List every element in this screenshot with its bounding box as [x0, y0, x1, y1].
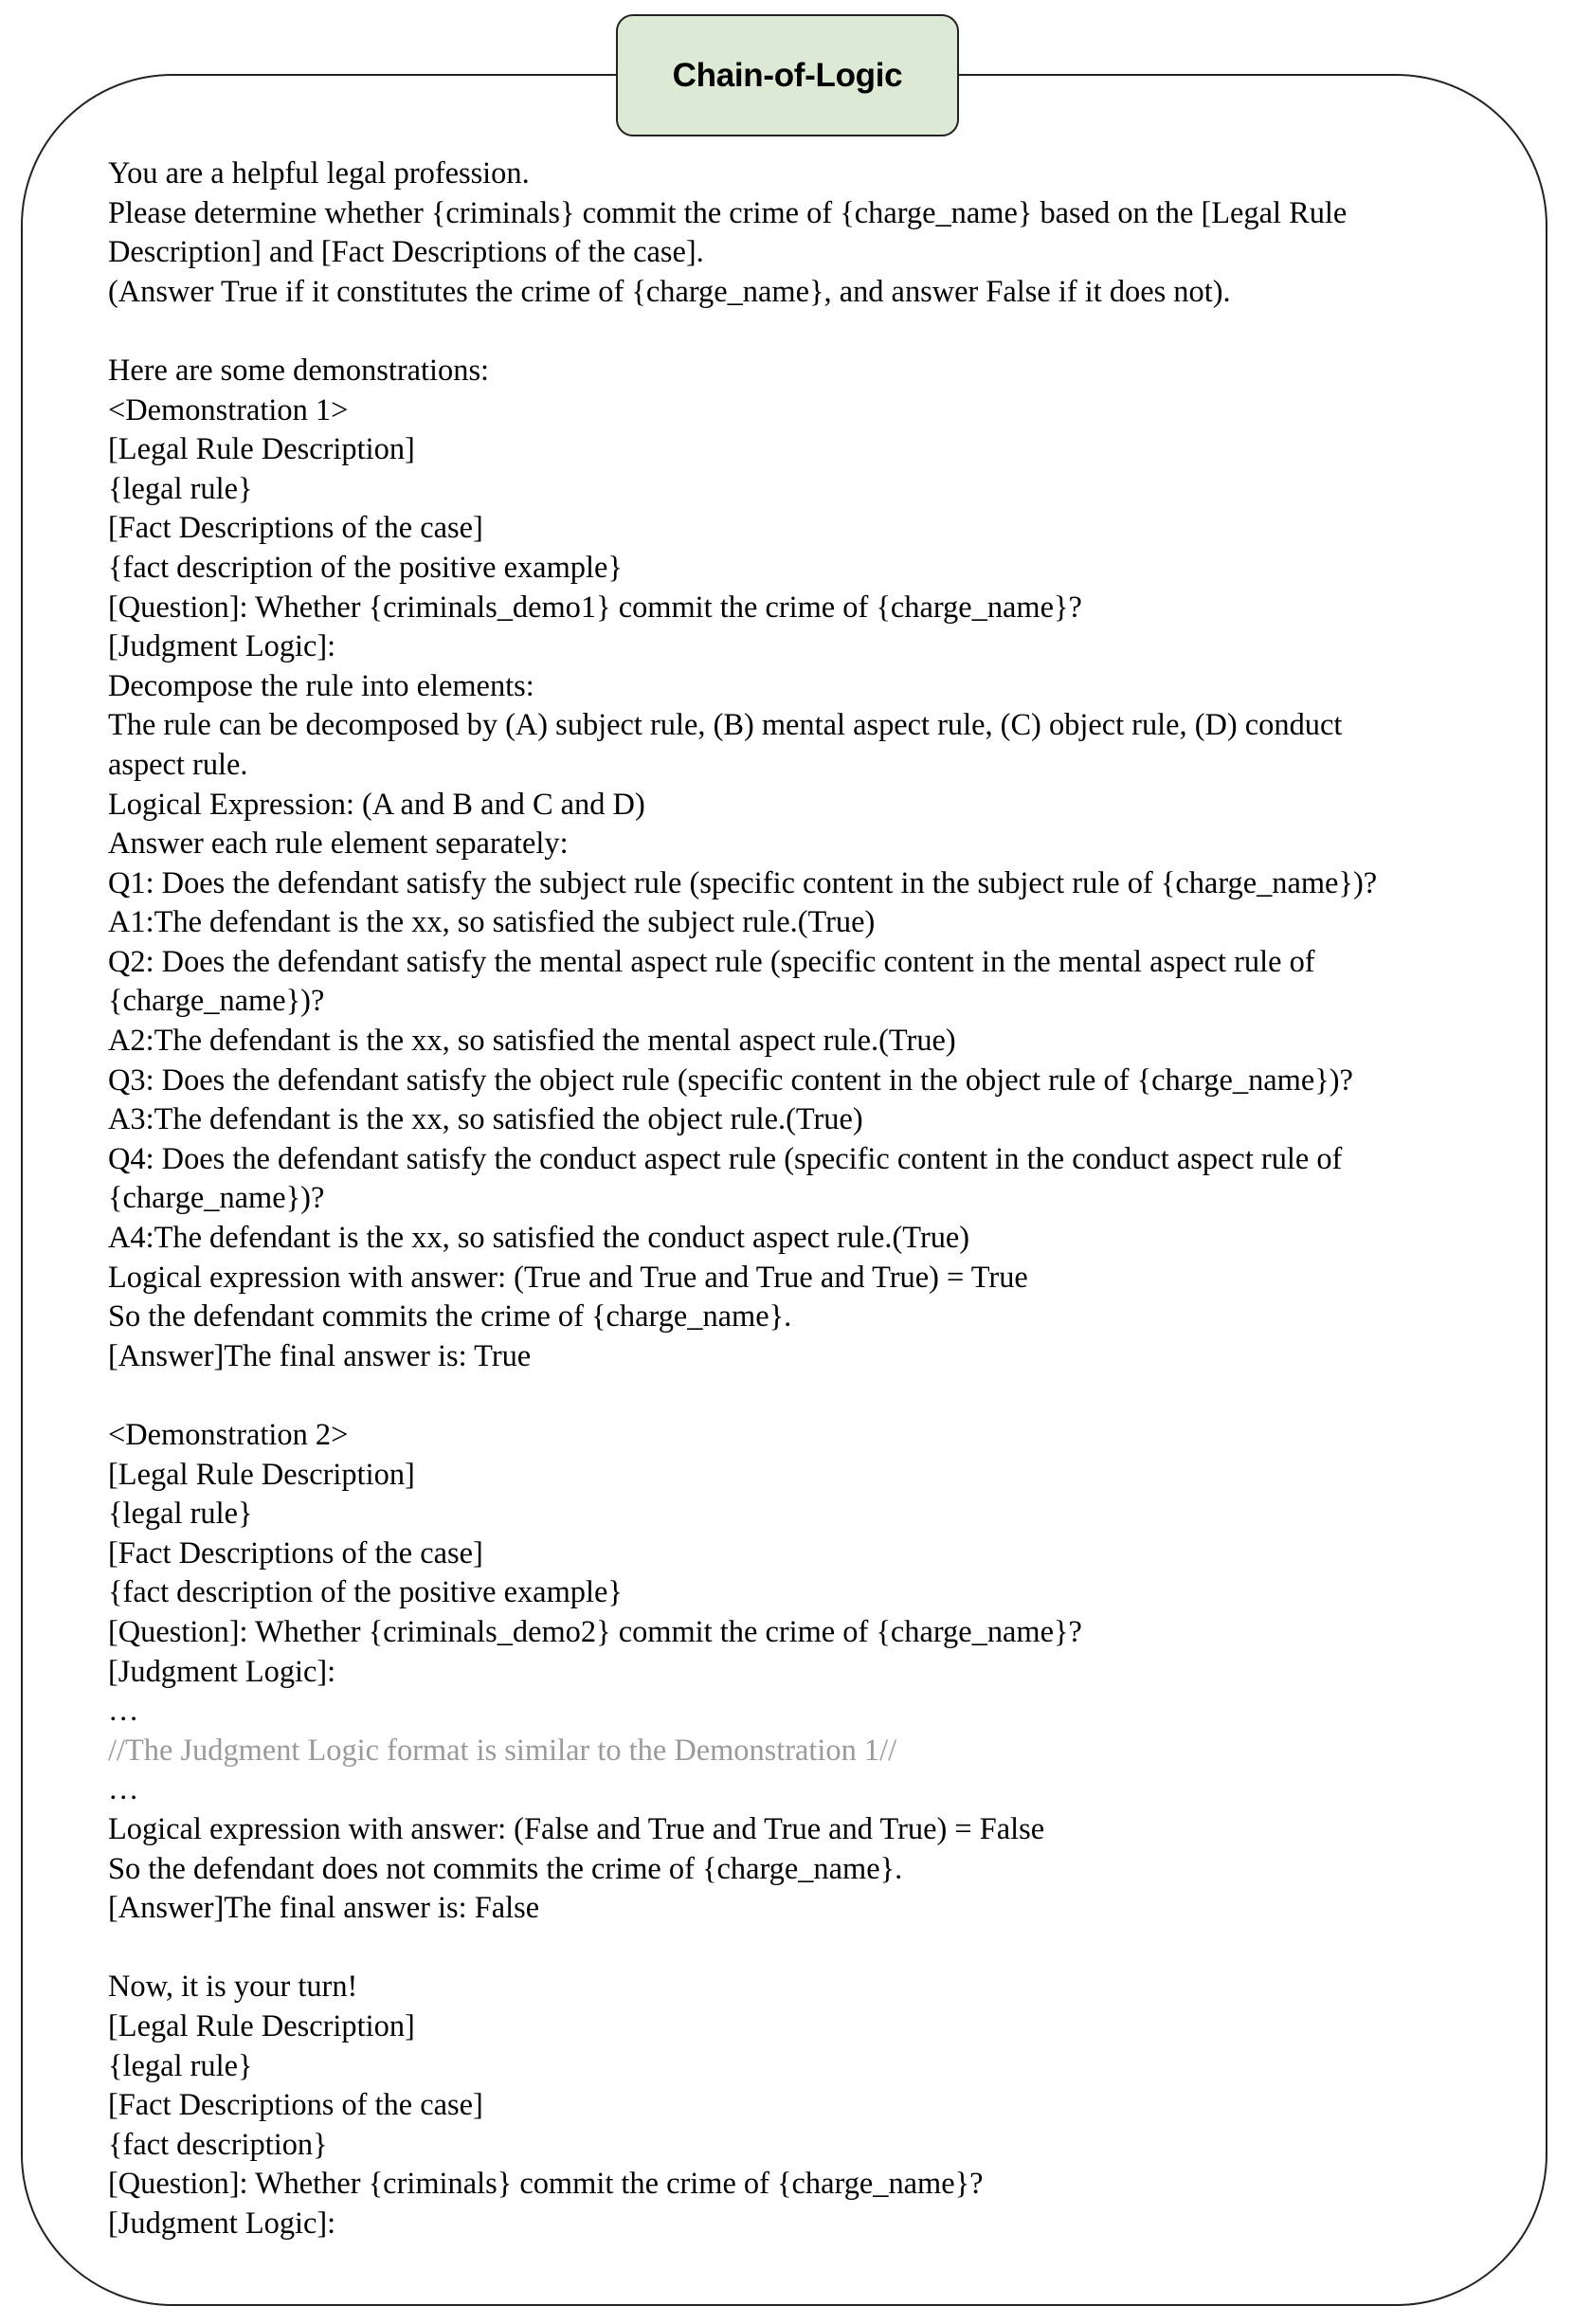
prompt-line: [Judgment Logic]: [108, 629, 336, 664]
prompt-line: {charge_name})? [108, 1181, 325, 1216]
prompt-line: //The Judgment Logic format is similar to the Demonstration 1// [108, 1733, 897, 1768]
prompt-line: So the defendant commits the crime of {charge_name}. [108, 1299, 792, 1334]
prompt-line: {fact description of the positive example} [108, 550, 623, 585]
prompt-line: Decompose the rule into elements: [108, 668, 534, 703]
prompt-body [108, 154, 1501, 2243]
prompt-line: So the defendant does not commits the crime of {charge_name}. [108, 1851, 903, 1886]
blank-line [108, 1376, 1501, 1416]
prompt-line: Q2: Does the defendant satisfy the mental aspect rule (specific content in the mental aspect rule of [108, 944, 1315, 979]
prompt-line: aspect rule. [108, 747, 248, 782]
prompt-line: [Legal Rule Description] [108, 1457, 415, 1492]
prompt-line: [Judgment Logic]: [108, 1654, 336, 1689]
prompt-line: <Demonstration 2> [108, 1418, 349, 1452]
prompt-line: … [108, 1772, 139, 1807]
prompt-line: A4:The defendant is the xx, so satisfied the conduct aspect rule.(True) [108, 1221, 970, 1256]
prompt-line: Logical expression with answer: (True and True and True and True) = True [108, 1260, 1028, 1295]
prompt-line: {legal rule} [108, 2048, 253, 2083]
prompt-line: {legal rule} [108, 471, 253, 506]
prompt-line: Q4: Does the defendant satisfy the conduct aspect rule (specific content in the conduct aspect rule of [108, 1141, 1343, 1176]
prompt-line: [Question]: Whether {criminals_demo1} commit the crime of {charge_name}? [108, 590, 1082, 625]
prompt-line: Q1: Does the defendant satisfy the subject rule (specific content in the subject rule of {charge_name})? [108, 865, 1378, 900]
prompt-line: You are a helpful legal profession. [108, 156, 530, 191]
blank-line [108, 1929, 1501, 1969]
prompt-line: {fact description of the positive example} [108, 1575, 623, 1610]
prompt-title: Chain-of-Logic [672, 56, 903, 94]
prompt-line: (Answer True if it constitutes the crime of {charge_name}, and answer False if it does not). [108, 274, 1231, 309]
prompt-line: [Legal Rule Description] [108, 2008, 415, 2043]
prompt-line: [Judgment Logic]: [108, 2206, 336, 2241]
prompt-line: Now, it is your turn! [108, 1970, 358, 2005]
prompt-line: [Fact Descriptions of the case] [108, 2088, 483, 2123]
title-tab [616, 14, 959, 136]
prompt-line: The rule can be decomposed by (A) subject rule, (B) mental aspect rule, (C) object rule, (D) conduct [108, 708, 1343, 743]
prompt-line: Logical Expression: (A and B and C and D) [108, 787, 645, 822]
prompt-line: Description] and [Fact Descriptions of the case]. [108, 235, 704, 270]
prompt-line: A1:The defendant is the xx, so satisfied the subject rule.(True) [108, 905, 876, 940]
prompt-line: [Fact Descriptions of the case] [108, 1535, 483, 1571]
prompt-line: Here are some demonstrations: [108, 353, 490, 388]
prompt-line: <Demonstration 1> [108, 392, 349, 427]
prompt-line: Logical expression with answer: (False and True and True and True) = False [108, 1811, 1045, 1846]
prompt-line: [Answer]The final answer is: True [108, 1338, 532, 1373]
prompt-line: [Question]: Whether {criminals_demo2} commit the crime of {charge_name}? [108, 1614, 1082, 1649]
prompt-line: [Answer]The final answer is: False [108, 1891, 540, 1926]
prompt-line: {fact description} [108, 2127, 328, 2162]
prompt-line: {charge_name})? [108, 984, 325, 1019]
prompt-line: Please determine whether {criminals} commit the crime of {charge_name} based on the [Legal Rule [108, 195, 1348, 230]
prompt-line: [Legal Rule Description] [108, 432, 415, 467]
prompt-line: Answer each rule element separately: [108, 826, 569, 862]
prompt-line: … [108, 1694, 139, 1729]
prompt-line: {legal rule} [108, 1497, 253, 1532]
prompt-line: [Fact Descriptions of the case] [108, 511, 483, 546]
prompt-line: [Question]: Whether {criminals} commit the crime of {charge_name}? [108, 2167, 984, 2202]
prompt-line: A2:The defendant is the xx, so satisfied the mental aspect rule.(True) [108, 1024, 956, 1059]
prompt-line: Q3: Does the defendant satisfy the object rule (specific content in the object rule of {charge_name})? [108, 1062, 1353, 1098]
blank-line [108, 312, 1501, 352]
prompt-line: A3:The defendant is the xx, so satisfied the object rule.(True) [108, 1102, 863, 1137]
